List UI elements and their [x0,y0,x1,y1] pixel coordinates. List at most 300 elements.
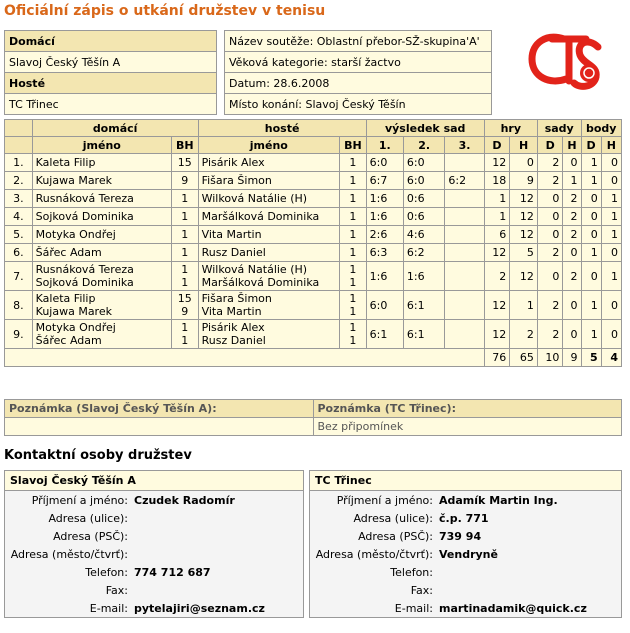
match-date: Datum: 28.6.2008 [225,73,492,94]
away-players-text: Vita Martin [201,305,262,318]
games-d-header: D [484,137,510,154]
away-players-text: Vita Martin [201,228,262,241]
total-sets-h: 9 [563,349,581,367]
home-players-text: Kujawa Marek [35,174,112,187]
sets-h-text: 0 [570,156,578,169]
total-points-d: 5 [581,349,601,367]
away-players [198,291,339,320]
contact-field-value [131,545,303,563]
contact-field-label: Telefon: [390,565,433,579]
games-group-header: hry [484,120,537,137]
sets-h [563,154,581,172]
contact-field-value: Vendryně [439,547,498,561]
contact-field-label: Příjmení a jméno: [336,493,433,507]
set3-score [445,172,484,190]
games-h-text: 9 [526,174,534,187]
match-number [5,262,33,291]
away-bh-text: 1 [349,263,357,276]
away-bh-text: 1 [349,305,357,318]
home-players [32,172,171,190]
contact-field-label: Adresa (PSČ): [358,529,433,543]
match-number-text: 3. [13,192,24,205]
away-bh-text: 1 [349,334,357,347]
home-bh-text: 9 [181,174,189,187]
set2-score [403,190,444,208]
points-d-text: 1 [590,156,598,169]
home-team-label: Domácí [5,31,217,52]
home-bh [172,190,199,208]
games-h [510,208,538,226]
points-h [601,190,621,208]
home-players [32,154,171,172]
contacts-section-title: Kontaktní osoby družstev [4,448,192,463]
home-contact-body [4,491,304,618]
total-games-h: 65 [510,349,538,367]
contact-field-value[interactable]: martinadamik@quick.cz [439,601,587,615]
match-info-box [224,30,492,115]
sets-d-text: 2 [552,156,560,169]
home-bh [172,291,199,320]
contact-field-value[interactable]: pytelajiri@seznam.cz [134,601,265,615]
set1-score-text: 2:6 [369,228,388,241]
points-h-text: 1 [611,269,618,283]
points-d-text: 1 [590,298,598,312]
points-d [581,262,601,291]
set1-score [366,190,403,208]
match-row [5,226,622,244]
points-h [601,226,621,244]
away-bh [340,262,367,291]
teams-box [4,30,217,115]
points-h-text: 0 [611,246,618,259]
set2-score [403,154,444,172]
set1-score [366,226,403,244]
contact-field-label: E-mail: [89,601,128,615]
home-players [32,291,171,320]
away-group-header: hosté [198,120,366,137]
set2-score-text: 0:6 [406,210,425,223]
home-players-text: Šářec Adam [35,246,102,259]
sets-h [563,320,581,349]
match-number-text: 1. [13,156,24,169]
total-sets-d: 10 [537,349,563,367]
away-players [198,154,339,172]
set2-score-text: 6:0 [406,156,425,169]
away-bh [340,244,367,262]
games-h [510,226,538,244]
sets-d-text: 2 [552,327,560,341]
contact-row [310,599,621,617]
match-row [5,291,622,320]
match-number-text: 8. [13,298,24,312]
games-h-text: 12 [519,228,534,241]
games-d-text: 12 [492,327,507,341]
home-bh-text: 9 [181,305,189,318]
home-players [32,190,171,208]
games-d [484,154,510,172]
games-h [510,262,538,291]
points-d [581,291,601,320]
home-bh-text: 1 [181,334,189,347]
points-h-text: 1 [611,228,618,241]
away-players [198,190,339,208]
match-number [5,154,33,172]
away-players-text: Maršálková Dominika [201,276,320,289]
games-h [510,172,538,190]
match-row [5,172,622,190]
total-games-d: 76 [484,349,510,367]
match-number-text: 4. [13,210,24,223]
set1-score [366,208,403,226]
away-bh [340,154,367,172]
points-d-text: 0 [590,192,598,205]
points-d [581,244,601,262]
match-number [5,291,33,320]
home-bh-text: 15 [177,156,192,169]
sets-d-text: 2 [552,298,560,312]
home-bh-text: 1 [181,210,189,223]
match-row [5,154,622,172]
sets-h-text: 2 [570,210,578,223]
home-bh-text: 1 [181,246,189,259]
points-h-text: 1 [611,210,618,223]
home-players-text: Motyka Ondřej [35,321,116,334]
points-h [601,154,621,172]
games-d [484,226,510,244]
points-d-text: 1 [590,174,598,187]
set3-score [445,154,484,172]
away-players-text: Wilková Natálie (H) [201,192,308,205]
total-points-h: 4 [601,349,621,367]
home-players [32,244,171,262]
points-h-text: 0 [611,298,618,312]
home-bh [172,208,199,226]
match-number [5,226,33,244]
points-d-text: 0 [590,269,598,283]
away-players-text: Wilková Natálie (H) [201,263,308,276]
results-table [4,119,622,367]
contact-field-value [436,563,621,581]
sets-d [537,291,563,320]
totals-row [5,349,622,367]
games-d-text: 12 [492,298,507,312]
home-team-name: Slavoj Český Těšín A [5,52,217,73]
games-h-text: 5 [526,246,534,259]
games-h-text: 12 [519,192,534,205]
home-bh-text: 1 [181,192,189,205]
set2-score [403,262,444,291]
away-contact-body [309,491,622,618]
set1-score-text: 6:0 [369,156,388,169]
set1-score [366,320,403,349]
corner-cell [5,137,33,154]
contact-field-label: E-mail: [394,601,433,615]
set1-score-text: 6:3 [369,246,388,259]
points-h [601,262,621,291]
contact-field-label: Adresa (PSČ): [53,529,128,543]
home-players-text: Kaleta Filip [35,156,96,169]
games-d-text: 2 [499,269,507,283]
set3-score [445,244,484,262]
sets-h [563,291,581,320]
set2-score [403,291,444,320]
away-bh-text: 1 [349,174,357,187]
games-d [484,320,510,349]
away-players-text: Pisárik Alex [201,321,265,334]
set2-score-text: 0:6 [406,192,425,205]
home-players [32,208,171,226]
page-title: Oficiální zápis o utkání družstev v tenisu [4,3,326,19]
sets-h-text: 2 [570,192,578,205]
games-d [484,244,510,262]
match-number [5,172,33,190]
contact-field-label: Příjmení a jméno: [31,493,128,507]
set1-score-text: 1:6 [369,210,388,223]
games-h [510,154,538,172]
home-players [32,320,171,349]
away-bh-text: 1 [349,321,357,334]
home-bh-text: 15 [177,292,192,305]
match-row [5,208,622,226]
games-h-text: 0 [526,156,534,169]
home-players-text: Kaleta Filip [35,292,96,305]
set3-score [445,262,484,291]
home-contact-header [4,470,304,491]
away-bh-text: 1 [349,210,357,223]
away-contact-header [309,470,622,491]
sets-h [563,244,581,262]
sets-d [537,226,563,244]
home-contact-card [4,470,304,618]
points-d [581,190,601,208]
away-team-label: Hosté [5,73,217,94]
contact-field-value [131,581,303,599]
away-bh [340,172,367,190]
match-number [5,244,33,262]
away-bh-text: 1 [349,246,357,259]
sets-h-text: 0 [570,246,578,259]
sets-d-text: 0 [552,192,560,205]
contact-row [5,563,303,581]
away-bh-header: BH [340,137,367,154]
set2-score-text: 6:1 [406,298,425,312]
away-name-header: jméno [198,137,339,154]
contact-row [5,527,303,545]
home-bh [172,172,199,190]
home-players-text: Sojková Dominika [35,210,134,223]
sets-group-header: výsledek sad [366,120,484,137]
home-players-text: Sojková Dominika [35,276,134,289]
points-h-text: 0 [611,174,618,187]
set1-score [366,262,403,291]
away-bh-text: 1 [349,156,357,169]
set1-header: 1. [366,137,403,154]
games-d-text: 6 [499,228,507,241]
sets-h-header: H [563,137,581,154]
contact-row [310,491,621,509]
set3-score [445,190,484,208]
games-d-text: 12 [492,246,507,259]
points-d [581,320,601,349]
points-d-text: 0 [590,228,598,241]
home-players [32,226,171,244]
sets-h-text: 0 [570,298,578,312]
away-players-text: Rusz Daniel [201,246,266,259]
set3-score [445,208,484,226]
set3-score [445,291,484,320]
contact-field-value: Czudek Radomír [134,493,235,507]
match-number [5,190,33,208]
contact-field-value: č.p. 771 [439,511,489,525]
totals-spacer [5,349,485,367]
contact-field-label: Adresa (město/čtvrť): [10,547,128,561]
sets-h [563,172,581,190]
points-d [581,208,601,226]
sets-d-text: 0 [552,269,560,283]
contact-row [5,581,303,599]
contact-field-label: Telefon: [85,565,128,579]
away-bh-text: 1 [349,292,357,305]
set2-score-text: 1:6 [406,269,425,283]
games-d-text: 1 [499,192,507,205]
away-note-value: Bez připomínek [313,418,622,436]
contact-row [5,599,303,617]
set2-score [403,320,444,349]
points-d-text: 1 [590,246,598,259]
games-h [510,244,538,262]
sets-d [537,244,563,262]
set2-score [403,226,444,244]
games-h [510,320,538,349]
points-h [601,244,621,262]
match-number [5,320,33,349]
contact-field-value [131,527,303,545]
home-bh-header: BH [172,137,199,154]
set3-score-text: 6:2 [448,174,467,187]
contact-field-value: 739 94 [439,529,482,543]
games-d-text: 1 [499,210,507,223]
home-players-text: Motyka Ondřej [35,228,116,241]
contact-field-label: Adresa (ulice): [353,511,433,525]
home-bh [172,226,199,244]
away-players [198,172,339,190]
games-h [510,190,538,208]
points-h-text: 0 [611,156,618,169]
away-bh [340,190,367,208]
sets-sum-group-header: sady [537,120,581,137]
points-h [601,208,621,226]
home-bh-text: 1 [181,228,189,241]
contact-field-label: Adresa (ulice): [48,511,128,525]
home-note-label: Poznámka (Slavoj Český Těšín A): [5,400,314,418]
sets-h-text: 2 [570,269,578,283]
away-note-label: Poznámka (TC Třinec): [313,400,622,418]
points-h-header: H [601,137,621,154]
sets-h [563,190,581,208]
games-d-text: 18 [492,174,507,187]
contact-row [310,509,621,527]
games-d [484,291,510,320]
games-d [484,262,510,291]
set1-score-text: 1:6 [369,269,388,283]
set1-score [366,244,403,262]
home-bh [172,244,199,262]
sets-h [563,208,581,226]
match-row [5,190,622,208]
sets-h-text: 0 [570,327,578,341]
points-h [601,320,621,349]
away-players-text: Fišara Šimon [201,174,272,187]
contact-row [5,509,303,527]
set2-score [403,172,444,190]
home-bh [172,320,199,349]
points-d [581,154,601,172]
away-players-text: Rusz Daniel [201,334,266,347]
sets-d-text: 2 [552,246,560,259]
match-row [5,320,622,349]
set2-score-text: 6:1 [406,327,425,341]
match-number-text: 6. [13,246,24,259]
match-number-text: 9. [13,327,24,341]
away-team-name: TC Třinec [5,94,217,115]
points-h-text: 0 [611,327,618,341]
contact-field-value: 774 712 687 [134,565,211,579]
home-name-header: jméno [32,137,171,154]
set2-score-text: 6:2 [406,246,425,259]
home-bh [172,262,199,291]
away-players-text: Fišara Šimon [201,292,272,305]
contact-field-label: Fax: [410,583,433,597]
away-players [198,226,339,244]
contact-row [310,527,621,545]
sets-d-text: 0 [552,210,560,223]
away-contact-card [309,470,609,618]
match-venue: Místo konání: Slavoj Český Těšín [225,94,492,115]
set3-score [445,226,484,244]
set2-score-text: 6:0 [406,174,425,187]
match-number-text: 7. [13,269,24,283]
set2-score [403,208,444,226]
set2-score-text: 4:6 [406,228,425,241]
home-players-text: Rusnáková Tereza [35,192,134,205]
away-players [198,320,339,349]
away-players [198,262,339,291]
contact-field-value: Adamík Martin Ing. [439,493,558,507]
set2-header: 2. [403,137,444,154]
sets-d [537,262,563,291]
points-h [601,291,621,320]
set1-score [366,172,403,190]
sets-d-text: 0 [552,228,560,241]
sets-h-text: 2 [570,228,578,241]
games-d-text: 12 [492,156,507,169]
home-contact-team: Slavoj Český Těšín A [5,471,304,491]
set1-score-text: 1:6 [369,192,388,205]
contact-row [310,581,621,599]
sets-d [537,154,563,172]
corner-cell [5,120,33,137]
away-bh-text: 1 [349,276,357,289]
home-players-text: Kujawa Marek [35,305,112,318]
games-d [484,208,510,226]
games-d [484,172,510,190]
contact-row [310,563,621,581]
home-bh-text: 1 [181,321,189,334]
points-group-header: body [581,120,622,137]
games-h-text: 12 [519,210,534,223]
sets-d [537,190,563,208]
points-d [581,226,601,244]
